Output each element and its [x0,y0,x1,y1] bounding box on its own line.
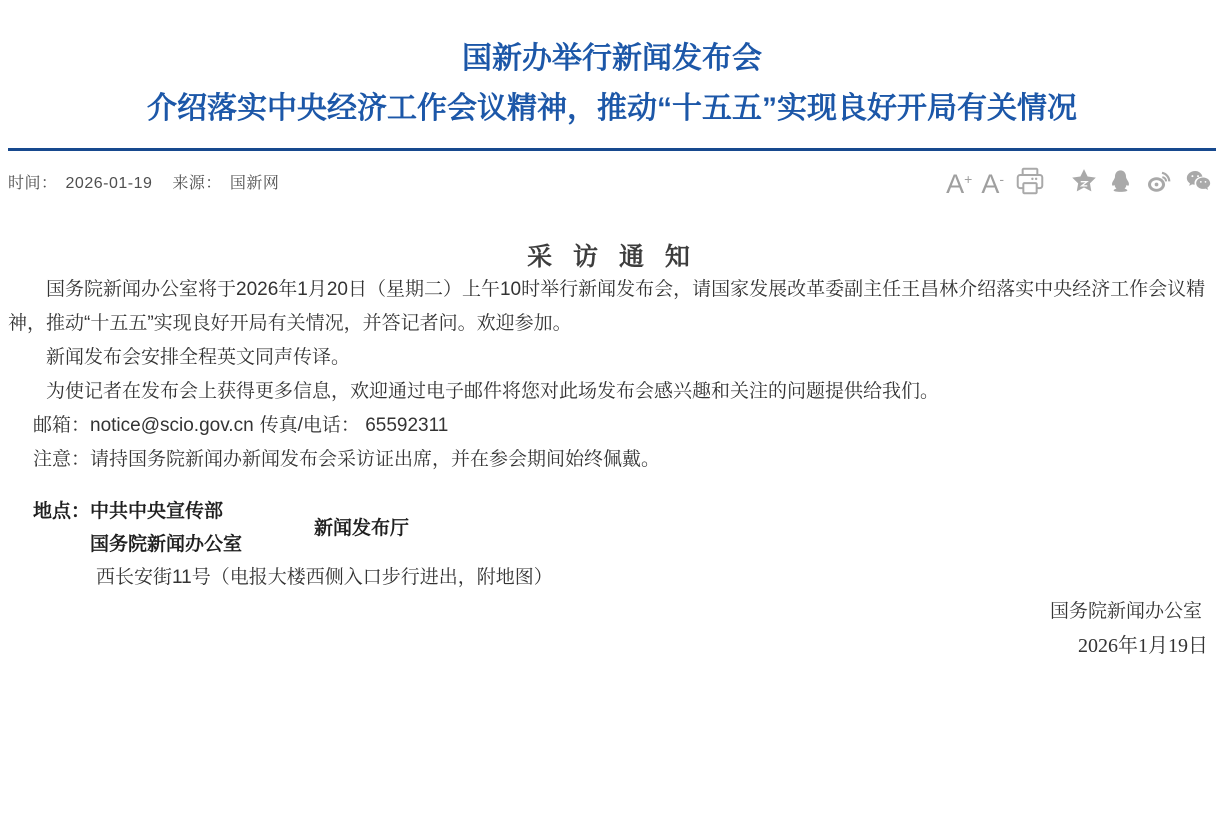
venue-address: 西长安街11号（电报大楼西侧入口步行进出，附地图） [96,567,553,588]
print-icon[interactable] [1013,165,1047,197]
venue-block [8,495,1216,561]
article-toolbar [946,164,1214,199]
meta-row [0,151,1224,201]
signature-date: 2026年1月19日 [1078,635,1208,657]
paragraph-questions: 为使记者在发布会上获得更多信息，欢迎通过电子邮件将您对此场发布会感兴趣和关注的问题提供给我们。 [46,381,940,402]
qzone-icon[interactable] [1070,167,1098,195]
article-title-line1: 国新办举行新闻发布会 [462,42,762,75]
article-title-line2: 介绍落实中央经济工作会议精神，推动“十五五”实现良好开局有关情况 [147,92,1077,125]
qq-icon[interactable] [1107,167,1134,196]
paragraph-interpretation: 新闻发布会安排全程英文同声传译。 [46,347,351,368]
notice-heading: 采 访 通 知 [527,243,697,271]
wechat-icon[interactable] [1183,167,1214,195]
paragraph-announcement: 国务院新闻办公室将于2026年1月20日（星期二）上午10时举行新闻发布会，请国家发展改革委副主任王昌林介绍落实中央经济工作会议精神，推动“十五五”实现良好开局有关情况，并答记者问。欢迎参加。 [8,279,1206,334]
font-decrease-button[interactable]: A- [981,168,1004,199]
fax-number: 65592311 [365,415,449,436]
email-label: 邮箱： [33,415,91,436]
venue-label: 地点： [33,501,91,522]
font-increase-button[interactable]: A+ [946,168,973,199]
time-label: 时间： [8,174,58,192]
source-label: 来源： [172,174,222,192]
article-title [0,34,1224,134]
attention-line: 注意：请持国务院新闻办新闻发布会采访证出席，并在参会期间始终佩戴。 [33,449,661,470]
contact-line [8,409,1216,443]
time-value: 2026-01-19 [65,174,153,192]
weibo-icon[interactable] [1143,167,1174,195]
email-address: notice@scio.gov.cn [90,415,254,436]
venue-org-line2: 国务院新闻办公室 [90,534,243,555]
notice-body [0,273,1224,663]
article-meta [8,170,299,193]
venue-hall: 新闻发布厅 [314,517,410,539]
source-value: 国新网 [229,174,280,192]
venue-organizations [90,495,242,561]
signature-org: 国务院新闻办公室 [1049,601,1202,622]
fax-label: 传真/电话： [259,415,360,436]
venue-org-line1: 中共中央宣传部 [90,501,224,522]
